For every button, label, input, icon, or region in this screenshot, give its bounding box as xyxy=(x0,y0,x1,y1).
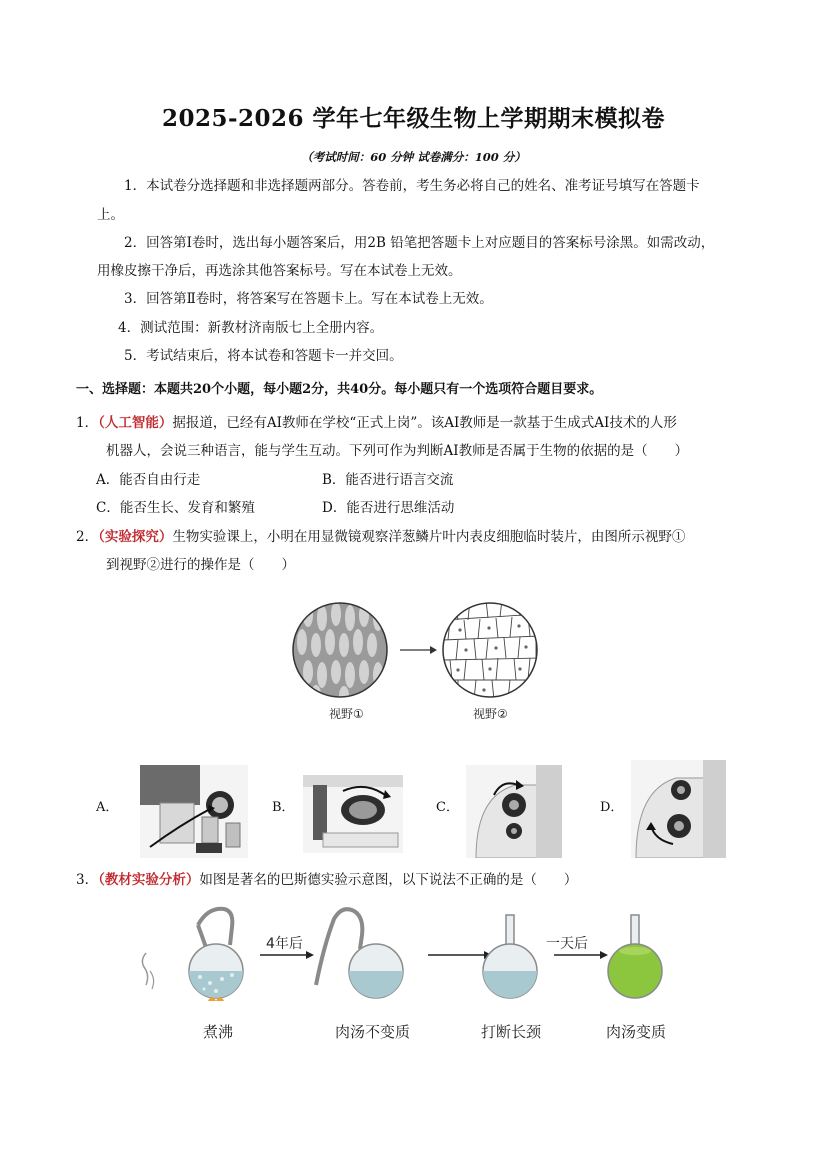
flask-boiling xyxy=(142,909,243,1001)
pasteur-experiment-figure xyxy=(138,905,698,1010)
question-number: 3． xyxy=(76,872,99,888)
instruction-2-cont: 用橡皮擦干净后，再选涂其他答案标号。写在本试卷上无效。 xyxy=(97,263,462,279)
question-tag: （教材实验分析） xyxy=(98,872,200,888)
question-text: 据报道，已经有AI教师在学校“正式上岗”。该AI教师是一款基于生成式AI技术的人形 xyxy=(172,415,677,431)
view-2-clear xyxy=(443,600,540,700)
question-2 xyxy=(76,527,685,547)
arrow-break xyxy=(428,951,492,959)
instruction-2: 2．回答第Ⅰ卷时，选出每小题答案后，用2B 铅笔把答题卡上对应题目的答案标号涂黑。如需改动， xyxy=(124,235,715,251)
flask-unchanged xyxy=(316,909,403,998)
option-c-label: C． xyxy=(436,800,459,815)
caption-broken-neck: 打断长颈 xyxy=(481,1023,542,1041)
question-tag: （人工智能） xyxy=(98,415,173,431)
arrow-icon xyxy=(400,646,437,654)
question-3 xyxy=(76,870,577,890)
microscope-option-a-image xyxy=(140,765,248,858)
question-2-cont: 到视野②进行的操作是（ ） xyxy=(106,557,295,573)
page-title: 2025-2026 学年七年级生物上学期期末模拟卷 xyxy=(161,105,666,132)
instruction-1: 1．本试卷分选择题和非选择题两部分。答卷前，考生务必将自己的姓名、准考证号填写在答题卡 xyxy=(124,178,700,194)
option-b-label: B． xyxy=(272,800,295,815)
flask-broken-neck xyxy=(483,915,537,998)
instruction-3: 3．回答第Ⅱ卷时，将答案写在答题卡上。写在本试卷上无效。 xyxy=(124,291,493,307)
option-c: C．能否生长、发育和繁殖 xyxy=(96,500,255,516)
instruction-1-cont: 上。 xyxy=(97,207,124,223)
option-d: D．能否进行思维活动 xyxy=(322,500,455,516)
flask-spoiled xyxy=(608,915,662,998)
section-heading: 一、选择题：本题共20个小题，每小题2分，共40分。每小题只有一个选项符合题目要求。 xyxy=(76,382,603,397)
option-a-label: A． xyxy=(96,800,119,815)
microscope-option-d-image xyxy=(631,760,726,858)
option-d-label: D． xyxy=(600,800,624,815)
question-tag: （实验探究） xyxy=(98,529,173,545)
option-b: B．能否进行语言交流 xyxy=(322,472,454,488)
arrow-label-one-day: 一天后 xyxy=(546,936,588,952)
option-a: A．能否自由行走 xyxy=(96,472,201,488)
caption-boiling: 煮沸 xyxy=(203,1023,234,1041)
caption-unchanged: 肉汤不变质 xyxy=(335,1023,411,1041)
instruction-4: 4．测试范围：新教材济南版七上全册内容。 xyxy=(118,320,384,336)
question-text: 生物实验课上，小明在用显微镜观察洋葱鳞片叶内表皮细胞临时装片，由图所示视野① xyxy=(172,529,686,545)
question-number: 2． xyxy=(76,529,99,545)
question-1 xyxy=(76,413,677,433)
caption-spoiled: 肉汤变质 xyxy=(606,1023,667,1041)
question-text: 如图是著名的巴斯德实验示意图，以下说法不正确的是（ ） xyxy=(199,872,578,888)
microscope-option-b-image xyxy=(303,775,403,853)
microscope-views-figure xyxy=(290,600,550,700)
arrow-label-4-years: 4年后 xyxy=(266,936,303,952)
view-1-label: 视野① xyxy=(329,707,364,721)
view-1-blurry xyxy=(293,602,387,700)
question-1-cont: 机器人，会说三种语言，能与学生互动。下列可作为判断AI教师是否属于生物的依据的是（ ） xyxy=(106,443,689,459)
exam-info: （考试时间：60 分钟 试卷满分：100 分） xyxy=(301,150,526,164)
question-number: 1． xyxy=(76,415,99,431)
instruction-5: 5．考试结束后，将本试卷和答题卡一并交回。 xyxy=(124,348,403,364)
microscope-option-c-image xyxy=(466,765,562,858)
view-2-label: 视野② xyxy=(473,707,508,721)
